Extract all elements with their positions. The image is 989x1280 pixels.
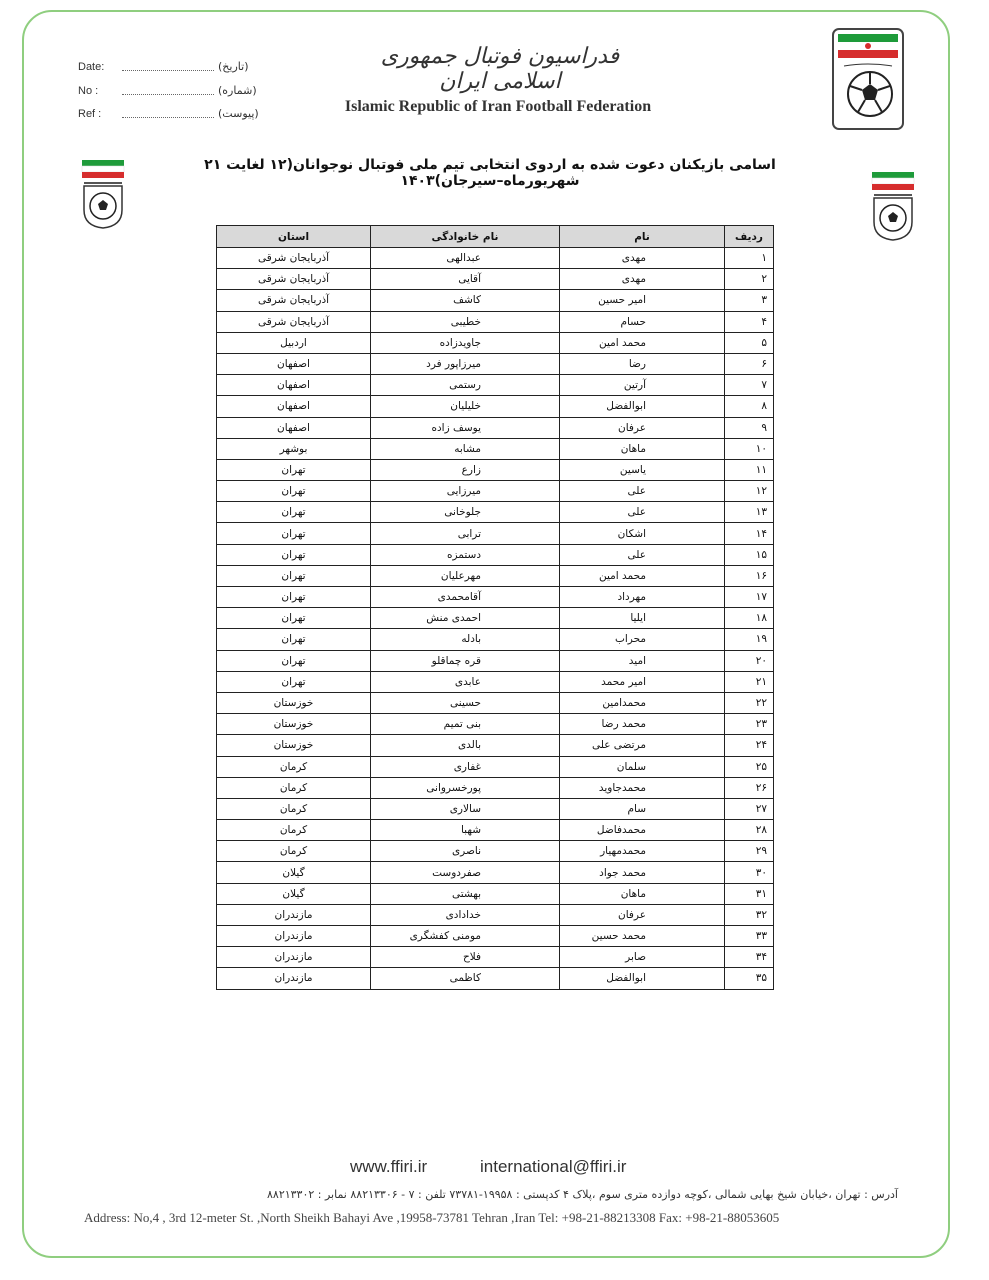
ref-dotted-line [122,109,214,118]
last-name-cell: بهشتی [371,883,560,904]
first-name-cell: امیر محمد [560,671,725,692]
row-number-cell: ۳۴ [725,947,774,968]
document-title: اسامی بازیکنان دعوت شده به اردوی انتخابی تیم ملی فوتبال نوجوانان(۱۲ لغایت ۲۱ شهریورماه–سیرجان)۱۴۰۳ [204,157,776,189]
row-number-cell: ۱۸ [725,608,774,629]
row-number-cell: ۴ [725,311,774,332]
last-name-cell: حسینی [371,692,560,713]
date-label-fa: (تاریخ) [218,60,249,73]
ref-field [78,107,259,120]
table-row [217,777,774,798]
province-cell: مازندران [217,968,371,989]
email-link[interactable]: international@ffiri.ir [480,1157,627,1176]
table-row [217,735,774,756]
province-cell: تهران [217,502,371,523]
first-name-cell: مرتضی علی [560,735,725,756]
table-row [217,523,774,544]
table-row [217,481,774,502]
first-name-cell: محمدجاوید [560,777,725,798]
first-name-cell: مهدی [560,269,725,290]
first-name-cell: محمدامین [560,692,725,713]
first-name-cell: مهدی [560,248,725,269]
table-row [217,332,774,353]
province-cell: اصفهان [217,396,371,417]
row-number-cell: ۳۵ [725,968,774,989]
province-cell: تهران [217,608,371,629]
province-cell: اصفهان [217,417,371,438]
table-row [217,650,774,671]
number-dotted-line [122,86,214,95]
last-name-cell: میرزاپور فرد [371,353,560,374]
table-row [217,756,774,777]
row-number-cell: ۱۳ [725,502,774,523]
last-name-cell: زارع [371,459,560,480]
province-cell: آذربایجان شرقی [217,269,371,290]
last-name-cell: قره چماقلو [371,650,560,671]
ref-label-fa: (پیوست) [218,107,259,120]
province-cell: تهران [217,587,371,608]
row-number-cell: ۱۱ [725,459,774,480]
province-cell: کرمان [217,756,371,777]
last-name-cell: دستمزه [371,544,560,565]
table-row [217,353,774,374]
first-name-cell: اشکان [560,523,725,544]
province-cell: تهران [217,565,371,586]
federation-logo [832,28,904,130]
last-name-cell: آقایی [371,269,560,290]
last-name-cell: میرزایی [371,481,560,502]
province-cell: مازندران [217,926,371,947]
date-dotted-line [122,62,214,71]
row-number-cell: ۱۲ [725,481,774,502]
table-row [217,671,774,692]
first-name-cell: مهرداد [560,587,725,608]
first-name-cell: حسام [560,311,725,332]
row-number-cell: ۳۰ [725,862,774,883]
header-province: استان [217,226,371,248]
row-number-cell: ۱۷ [725,587,774,608]
first-name-cell: ماهان [560,438,725,459]
first-name-cell: ماهان [560,883,725,904]
row-number-cell: ۱۰ [725,438,774,459]
province-cell: تهران [217,481,371,502]
table-row [217,375,774,396]
first-name-cell: محمد امین [560,565,725,586]
first-name-cell: عرفان [560,417,725,438]
table-row [217,904,774,925]
table-row [217,502,774,523]
date-field [78,60,248,73]
row-number-cell: ۲۶ [725,777,774,798]
table-row [217,311,774,332]
row-number-cell: ۳۳ [725,926,774,947]
table-row [217,438,774,459]
number-label-fa: (شماره) [218,84,257,97]
website-link[interactable]: www.ffiri.ir [350,1157,428,1176]
first-name-cell: علی [560,481,725,502]
number-label: No : [78,84,99,97]
province-cell: مازندران [217,904,371,925]
header-row-number: ردیف [725,226,774,248]
last-name-cell: فلاح [371,947,560,968]
first-name-cell: رضا [560,353,725,374]
last-name-cell: عبدالهی [371,248,560,269]
last-name-cell: خدادادی [371,904,560,925]
province-cell: آذربایجان شرقی [217,248,371,269]
province-cell: مازندران [217,947,371,968]
table-row [217,587,774,608]
flag-logo-left [80,158,126,230]
province-cell: تهران [217,650,371,671]
first-name-cell: عرفان [560,904,725,925]
last-name-cell: ترابی [371,523,560,544]
row-number-cell: ۲۱ [725,671,774,692]
table-row [217,841,774,862]
last-name-cell: خلیلیان [371,396,560,417]
last-name-cell: مشابه [371,438,560,459]
first-name-cell: ابوالفضل [560,396,725,417]
last-name-cell: کاظمی [371,968,560,989]
table-row [217,714,774,735]
province-cell: خوزستان [217,714,371,735]
row-number-cell: ۷ [725,375,774,396]
first-name-cell: محمد رضا [560,714,725,735]
province-cell: آذربایجان شرقی [217,311,371,332]
first-name-cell: امید [560,650,725,671]
last-name-cell: سالاری [371,798,560,819]
federation-name-fa: فدراسیون فوتبال جمهوری اسلامی ایران [380,44,620,94]
row-number-cell: ۸ [725,396,774,417]
last-name-cell: بنی تمیم [371,714,560,735]
table-row [217,883,774,904]
date-label: Date: [78,60,105,73]
row-number-cell: ۳۲ [725,904,774,925]
province-cell: تهران [217,671,371,692]
federation-name-en: Islamic Republic of Iran Football Federation [344,98,652,115]
province-cell: کرمان [217,820,371,841]
first-name-cell: علی [560,502,725,523]
province-cell: کرمان [217,777,371,798]
province-cell: اردبیل [217,332,371,353]
last-name-cell: احمدی منش [371,608,560,629]
last-name-cell: غفاری [371,756,560,777]
first-name-cell: محمد امین [560,332,725,353]
first-name-cell: محمدفاضل [560,820,725,841]
table-row [217,947,774,968]
last-name-cell: مهرعلیان [371,565,560,586]
row-number-cell: ۱۹ [725,629,774,650]
province-cell: گیلان [217,883,371,904]
row-number-cell: ۲۳ [725,714,774,735]
table-header-row [217,226,774,248]
first-name-cell: محمد حسین [560,926,725,947]
last-name-cell: جاویدزاده [371,332,560,353]
first-name-cell: ایلیا [560,608,725,629]
last-name-cell: بالدی [371,735,560,756]
province-cell: آذربایجان شرقی [217,290,371,311]
first-name-cell: سلمان [560,756,725,777]
flag-logo-right [870,170,916,242]
province-cell: تهران [217,629,371,650]
row-number-cell: ۲ [725,269,774,290]
row-number-cell: ۲۴ [725,735,774,756]
last-name-cell: پورخسروانی [371,777,560,798]
table-row [217,862,774,883]
table-row [217,396,774,417]
table-row [217,290,774,311]
row-number-cell: ۹ [725,417,774,438]
number-field [78,84,257,97]
province-cell: تهران [217,544,371,565]
first-name-cell: علی [560,544,725,565]
last-name-cell: عابدی [371,671,560,692]
row-number-cell: ۲۵ [725,756,774,777]
row-number-cell: ۲۸ [725,820,774,841]
table-row [217,692,774,713]
last-name-cell: رستمی [371,375,560,396]
table-row [217,820,774,841]
province-cell: بوشهر [217,438,371,459]
last-name-cell: صفردوست [371,862,560,883]
last-name-cell: کاشف [371,290,560,311]
province-cell: کرمان [217,798,371,819]
province-cell: کرمان [217,841,371,862]
row-number-cell: ۱۶ [725,565,774,586]
first-name-cell: محراب [560,629,725,650]
last-name-cell: آقامحمدی [371,587,560,608]
province-cell: خوزستان [217,692,371,713]
address-fa: آدرس : تهران ،خیابان شیخ بهایی شمالی ،کوچه دوازده متری سوم ،پلاک ۴ کدپستی : ۱۹۹۵۸-۷۳۷۸۱ تلفن : ۷ - ۸۸۲۱۳۳۰۶ نمابر : ۸۸۲۱۳۳۰۲ [267,1188,898,1201]
first-name-cell: محمدمهیار [560,841,725,862]
row-number-cell: ۵ [725,332,774,353]
first-name-cell: ابوالفضل [560,968,725,989]
province-cell: گیلان [217,862,371,883]
table-row [217,565,774,586]
table-row [217,629,774,650]
address-en: Address: No,4 , 3rd 12-meter St. ,North Sheikh Bahayi Ave ,19958-73781 Tehran ,Iran Tel: +98-21-88213308 Fax: +98-21-88053605 [84,1210,780,1225]
table-row [217,459,774,480]
table-row [217,417,774,438]
header-last-name: نام خانوادگی [371,226,560,248]
header-first-name: نام [560,226,725,248]
table-row [217,248,774,269]
first-name-cell: صابر [560,947,725,968]
row-number-cell: ۶ [725,353,774,374]
players-table [216,225,774,990]
first-name-cell: یاسین [560,459,725,480]
row-number-cell: ۱ [725,248,774,269]
last-name-cell: جلوخانی [371,502,560,523]
row-number-cell: ۲۲ [725,692,774,713]
table-row [217,269,774,290]
row-number-cell: ۲۹ [725,841,774,862]
row-number-cell: ۳ [725,290,774,311]
first-name-cell: محمد جواد [560,862,725,883]
last-name-cell: شهبا [371,820,560,841]
row-number-cell: ۲۰ [725,650,774,671]
table-row [217,798,774,819]
table-row [217,544,774,565]
table-row [217,608,774,629]
row-number-cell: ۳۱ [725,883,774,904]
first-name-cell: آرتین [560,375,725,396]
row-number-cell: ۱۵ [725,544,774,565]
ref-label: Ref : [78,107,102,120]
last-name-cell: یوسف زاده [371,417,560,438]
province-cell: تهران [217,459,371,480]
row-number-cell: ۱۴ [725,523,774,544]
first-name-cell: سام [560,798,725,819]
province-cell: خوزستان [217,735,371,756]
last-name-cell: مومنی کفشگری [371,926,560,947]
first-name-cell: امیر حسین [560,290,725,311]
last-name-cell: ناصری [371,841,560,862]
last-name-cell: خطیبی [371,311,560,332]
province-cell: اصفهان [217,353,371,374]
row-number-cell: ۲۷ [725,798,774,819]
province-cell: تهران [217,523,371,544]
last-name-cell: بادله [371,629,560,650]
table-row [217,926,774,947]
province-cell: اصفهان [217,375,371,396]
table-row [217,968,774,989]
